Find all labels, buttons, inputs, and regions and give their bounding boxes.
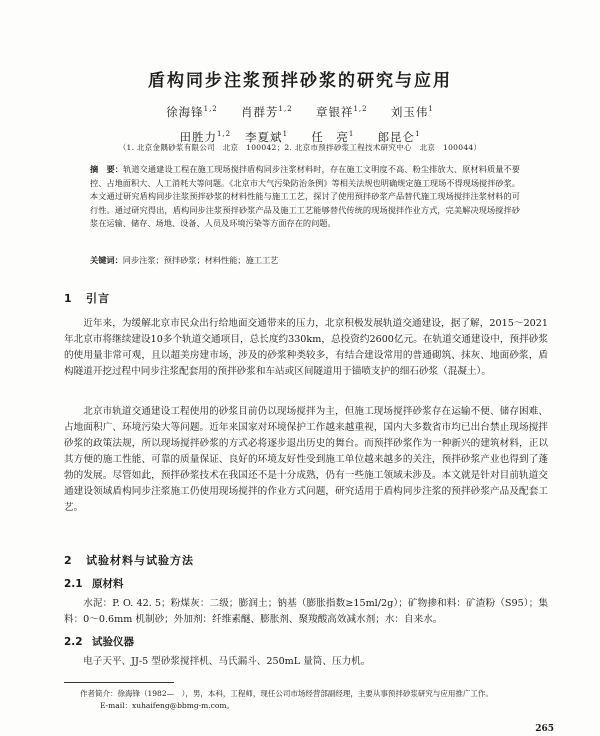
abstract-text: 轨道交通建设工程在施工现场搅拌盾构同步注浆材料时，存在施工文明度不高、粉尘排放大、原材料质量不要控、占地面积大、人工消耗大等问题。《北京市大气污染防治条例》等相关法规也明确规定施工现场不得现场搅拌砂浆。本文通过研究盾构同步注浆预拌砂浆的材料性能与施工工艺，探讨了使用预拌砂浆产品替代施工现场搅拌注浆材料的可行性。通过研究得出，盾构同步注浆预拌砂浆产品及施工工艺能够替代传统的现场搅拌作业方式，完美解决现场搅拌砂浆在运输、储存、场地、设备、人员及环境污染等方面存在的问题。 [90, 164, 520, 229]
keywords [90, 254, 520, 267]
subsection-title: 原材料 [92, 578, 124, 590]
author-affil-sup: 1 [415, 129, 421, 138]
author-affil-sup: 1 [348, 129, 355, 138]
author-affil-sup: 1,2 [216, 129, 232, 138]
author-affil-sup: 1 [428, 105, 434, 113]
author-name: 章银祥 [315, 104, 354, 119]
materials-paragraph: 水泥：P. O. 42. 5；粉煤灰：二级；膨润土；钠基（膨胀指数≥15ml/2g）；矿物掺和料：矿渣粉（S95）；集料：0～0.6mm 机制砂；外加剂：纤维素醚、膨胀剂、聚羧酸高效减水剂；水：自来水。 [64, 598, 548, 625]
footnote-line-1: 作者简介：徐海锋（1982— ），男，本科，工程师，现任公司市场经营部副经理，主要从事预拌砂浆研究与应用推广工作。 [80, 689, 493, 698]
subsection-heading-2-2 [64, 634, 134, 649]
author-name: 任 亮 [311, 129, 349, 144]
abstract-label: 摘 要： [90, 164, 124, 174]
section-heading-2 [64, 552, 194, 568]
intro-paragraph-2: 北京市轨道交通建设工程使用的砂浆目前仍以现场搅拌为主，但施工现场搅拌砂浆存在运输不便、储存困难、占地面积广、环境污染大等问题。近年来国家对环境保护工作越来越重视，国内大多数省市均已出台禁止现场搅拌砂浆的政策法规，所以现场搅拌砂浆的方式必将逐步退出历史的舞台。而预拌砂浆作为一种新兴的建筑材料，正以其方便的施工性能、可靠的质量保证、良好的环境友好性受到施工单位越来越多的关注，预拌砂浆产业也得到了蓬勃的发展。尽管如此，预拌砂浆技术在我国还不是十分成熟，仍有一些施工领域未涉及。本文就是针对目前轨道交通建设领域盾构同步注浆施工仍使用现场搅拌的作业方式问题，研究适用于盾构同步注浆的预拌砂浆产品及配套工艺。 [64, 406, 548, 513]
author-affil-sup: 1,2 [353, 105, 368, 113]
subsection-number: 2.2 [64, 636, 83, 648]
author-footnote [80, 688, 540, 712]
page-number: 265 [535, 724, 554, 734]
author-name: 徐海锋 [166, 104, 204, 119]
author-affil-sup: 1,2 [278, 105, 293, 113]
author-name: 刘玉伟 [390, 104, 429, 119]
author-line-1 [0, 98, 600, 123]
subsection-title: 试验仪器 [92, 636, 134, 648]
section-title: 引言 [86, 292, 110, 305]
author-name: 李夏斌 [245, 129, 283, 144]
instruments-paragraph: 电子天平、JJ-5 型砂浆搅拌机、马氏漏斗、250mL 量筒、压力机。 [83, 656, 371, 667]
abstract [90, 163, 520, 231]
keywords-text: 同步注浆；预拌砂浆；材料性能；施工工艺 [122, 255, 279, 265]
author-list [0, 98, 600, 148]
footnote-divider [64, 682, 174, 683]
section-number: 1 [64, 292, 73, 305]
subsection-heading-2-1 [64, 576, 124, 591]
author-name: 田胜力 [179, 129, 217, 144]
section-number: 2 [64, 554, 73, 567]
intro-paragraph-1: 近年来，为缓解北京市民众出行给地面交通带来的压力，北京积极发展轨道交通建设，据了解，2015～2021年北京市将继续建设10多个轨道交通项目，总长度约330km，总投资约2600亿元。在轨道交通建设中，预拌砂浆的使用量非常可观，且以超美房建市场，涉及的砂浆种类较多，有结合建设常用的普通砌筑、抹灰、地面砂浆，盾构隧道开挖过程中同步注浆配套用的预拌砂浆和车站或区间隧道用于锚喷支护的细石砂浆（混凝土）。 [64, 318, 548, 377]
author-affil-sup: 1,2 [203, 105, 218, 113]
footnote-line-2: E-mail：xuhaifeng@bbmg-m.com。 [100, 701, 235, 710]
subsection-number: 2.1 [64, 578, 83, 590]
section-heading-1 [64, 290, 110, 306]
affiliation: （1. 北京金隅砂浆有限公司 北京 100042；2. 北京市预拌砂浆工程技术研究中心 北京 100044） [118, 143, 482, 152]
paper-title: 盾构同步注浆预拌砂浆的研究与应用 [148, 71, 452, 91]
section-title: 试验材料与试验方法 [86, 554, 194, 567]
author-name: 肖群芳 [241, 104, 279, 119]
author-affil-sup: 1 [282, 129, 289, 138]
author-name: 郎昆仑 [377, 129, 416, 144]
keywords-label: 关键词： [90, 255, 123, 265]
